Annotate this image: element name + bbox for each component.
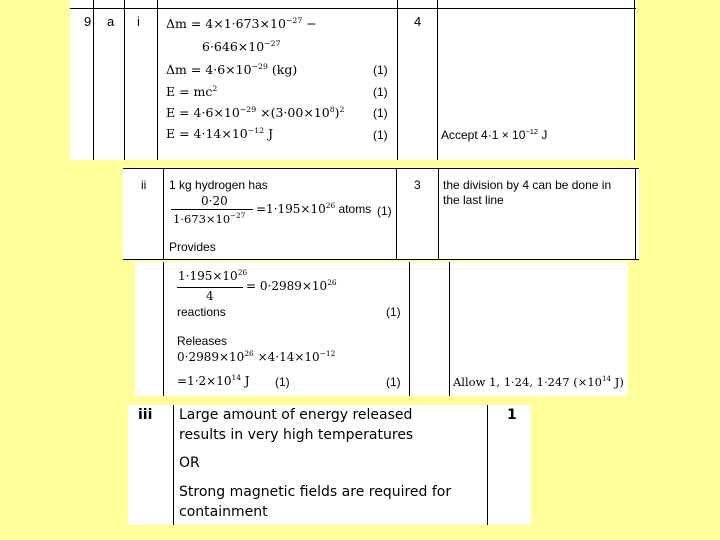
marks-total: 4 [414, 14, 422, 29]
mark-indicator: (1) [377, 204, 392, 218]
reactions-label: reactions [177, 305, 226, 319]
column-divider [157, 0, 158, 160]
question-subpart: i [137, 14, 140, 29]
releases-result: $=1\cdot 2\times 10^{14}$ J [177, 373, 250, 388]
allow-note: Allow 1, 1·24, 1·247 ($\times 10^{14}$ J) [453, 374, 624, 389]
provides-text: Provides [169, 240, 216, 254]
column-divider [449, 262, 450, 396]
question-subpart: ii [141, 178, 147, 192]
answer-line: Large amount of energy released [179, 407, 413, 423]
column-divider [634, 0, 635, 160]
column-divider [437, 0, 438, 160]
row-divider [123, 259, 639, 260]
row-divider [123, 168, 639, 169]
question-subpart: iii [138, 407, 153, 423]
atoms-result: $=1\cdot 195\times 10^{26}$ atoms [256, 201, 372, 216]
question-part: a [107, 14, 115, 29]
mark-indicator: (1) [275, 375, 290, 389]
column-divider [409, 262, 410, 396]
intro-text: 1 kg hydrogen has [169, 178, 268, 192]
column-divider [635, 168, 636, 260]
column-divider [163, 262, 164, 396]
mark-indicator: (1) [373, 106, 388, 120]
releases-label: Releases [177, 334, 228, 348]
equation-line-energy-result: $E = 4\cdot 14\times 10^{-12}$ J [166, 125, 274, 141]
mark-scheme-panel-9aiii [128, 405, 531, 525]
or-separator: OR [179, 455, 200, 471]
fraction-numerator: 0·20 [201, 194, 228, 208]
fraction-numerator: $1\cdot 195\times 10^{26}$ [178, 268, 248, 283]
equation-line-mass-defect-cont: $6\cdot 646\times 10^{-27}$ [202, 38, 281, 54]
column-divider [93, 0, 94, 160]
marks-total: 1 [507, 407, 517, 423]
marks-total: 3 [414, 178, 421, 192]
equation-line-emc2: $E = mc^2$ [166, 83, 218, 99]
division-note: the division by 4 can be done in the last line [443, 178, 612, 207]
question-number: 9 [84, 14, 92, 29]
row-divider [70, 8, 636, 9]
answer-line: results in very high temperatures [179, 427, 414, 443]
fraction-denominator: $1\cdot 673\times 10^{-27}$ [173, 211, 246, 226]
fraction-bar [171, 209, 253, 210]
reactions-result: = $0\cdot 2989\times 10^{26}$ [246, 278, 337, 293]
accept-note: Accept $4\cdot 1 \times 10^{-12}$ J [441, 127, 548, 142]
column-divider [438, 168, 439, 260]
column-divider [124, 0, 125, 160]
column-divider [487, 405, 488, 525]
fraction-bar [177, 287, 243, 288]
fraction-denominator: 4 [206, 289, 214, 303]
answer-line: containment [179, 504, 268, 520]
mark-indicator: (1) [373, 85, 388, 99]
mark-indicator: (1) [373, 63, 388, 77]
mark-scheme-panel-9ai [70, 0, 636, 160]
equation-line-mass-result: $\Delta m = 4\cdot 6\times 10^{-29}$ (kg) [166, 61, 298, 77]
answer-line: Strong magnetic fields are required for [179, 484, 452, 500]
releases-calculation: $0\cdot 2989\times 10^{26} \times 4\cdot 14\times 10^{-12}$ [177, 349, 336, 364]
column-divider [163, 168, 164, 260]
column-divider [173, 405, 174, 525]
column-divider [396, 168, 397, 260]
mark-indicator: (1) [386, 375, 401, 389]
column-divider [397, 0, 398, 160]
mark-scheme-panel-reactions [135, 262, 628, 396]
mark-indicator: (1) [373, 128, 388, 142]
mark-indicator: (1) [386, 305, 401, 319]
mark-scheme-panel-9aii [123, 168, 639, 260]
equation-line-mass-defect: $\Delta m = 4\times 1\cdot 673\times 10^{-27}$ − [166, 15, 317, 31]
equation-line-energy-sub: $E = 4\cdot 6\times 10^{-29} \times(3\cdot 00\times 10^8)^2$ [166, 104, 345, 120]
